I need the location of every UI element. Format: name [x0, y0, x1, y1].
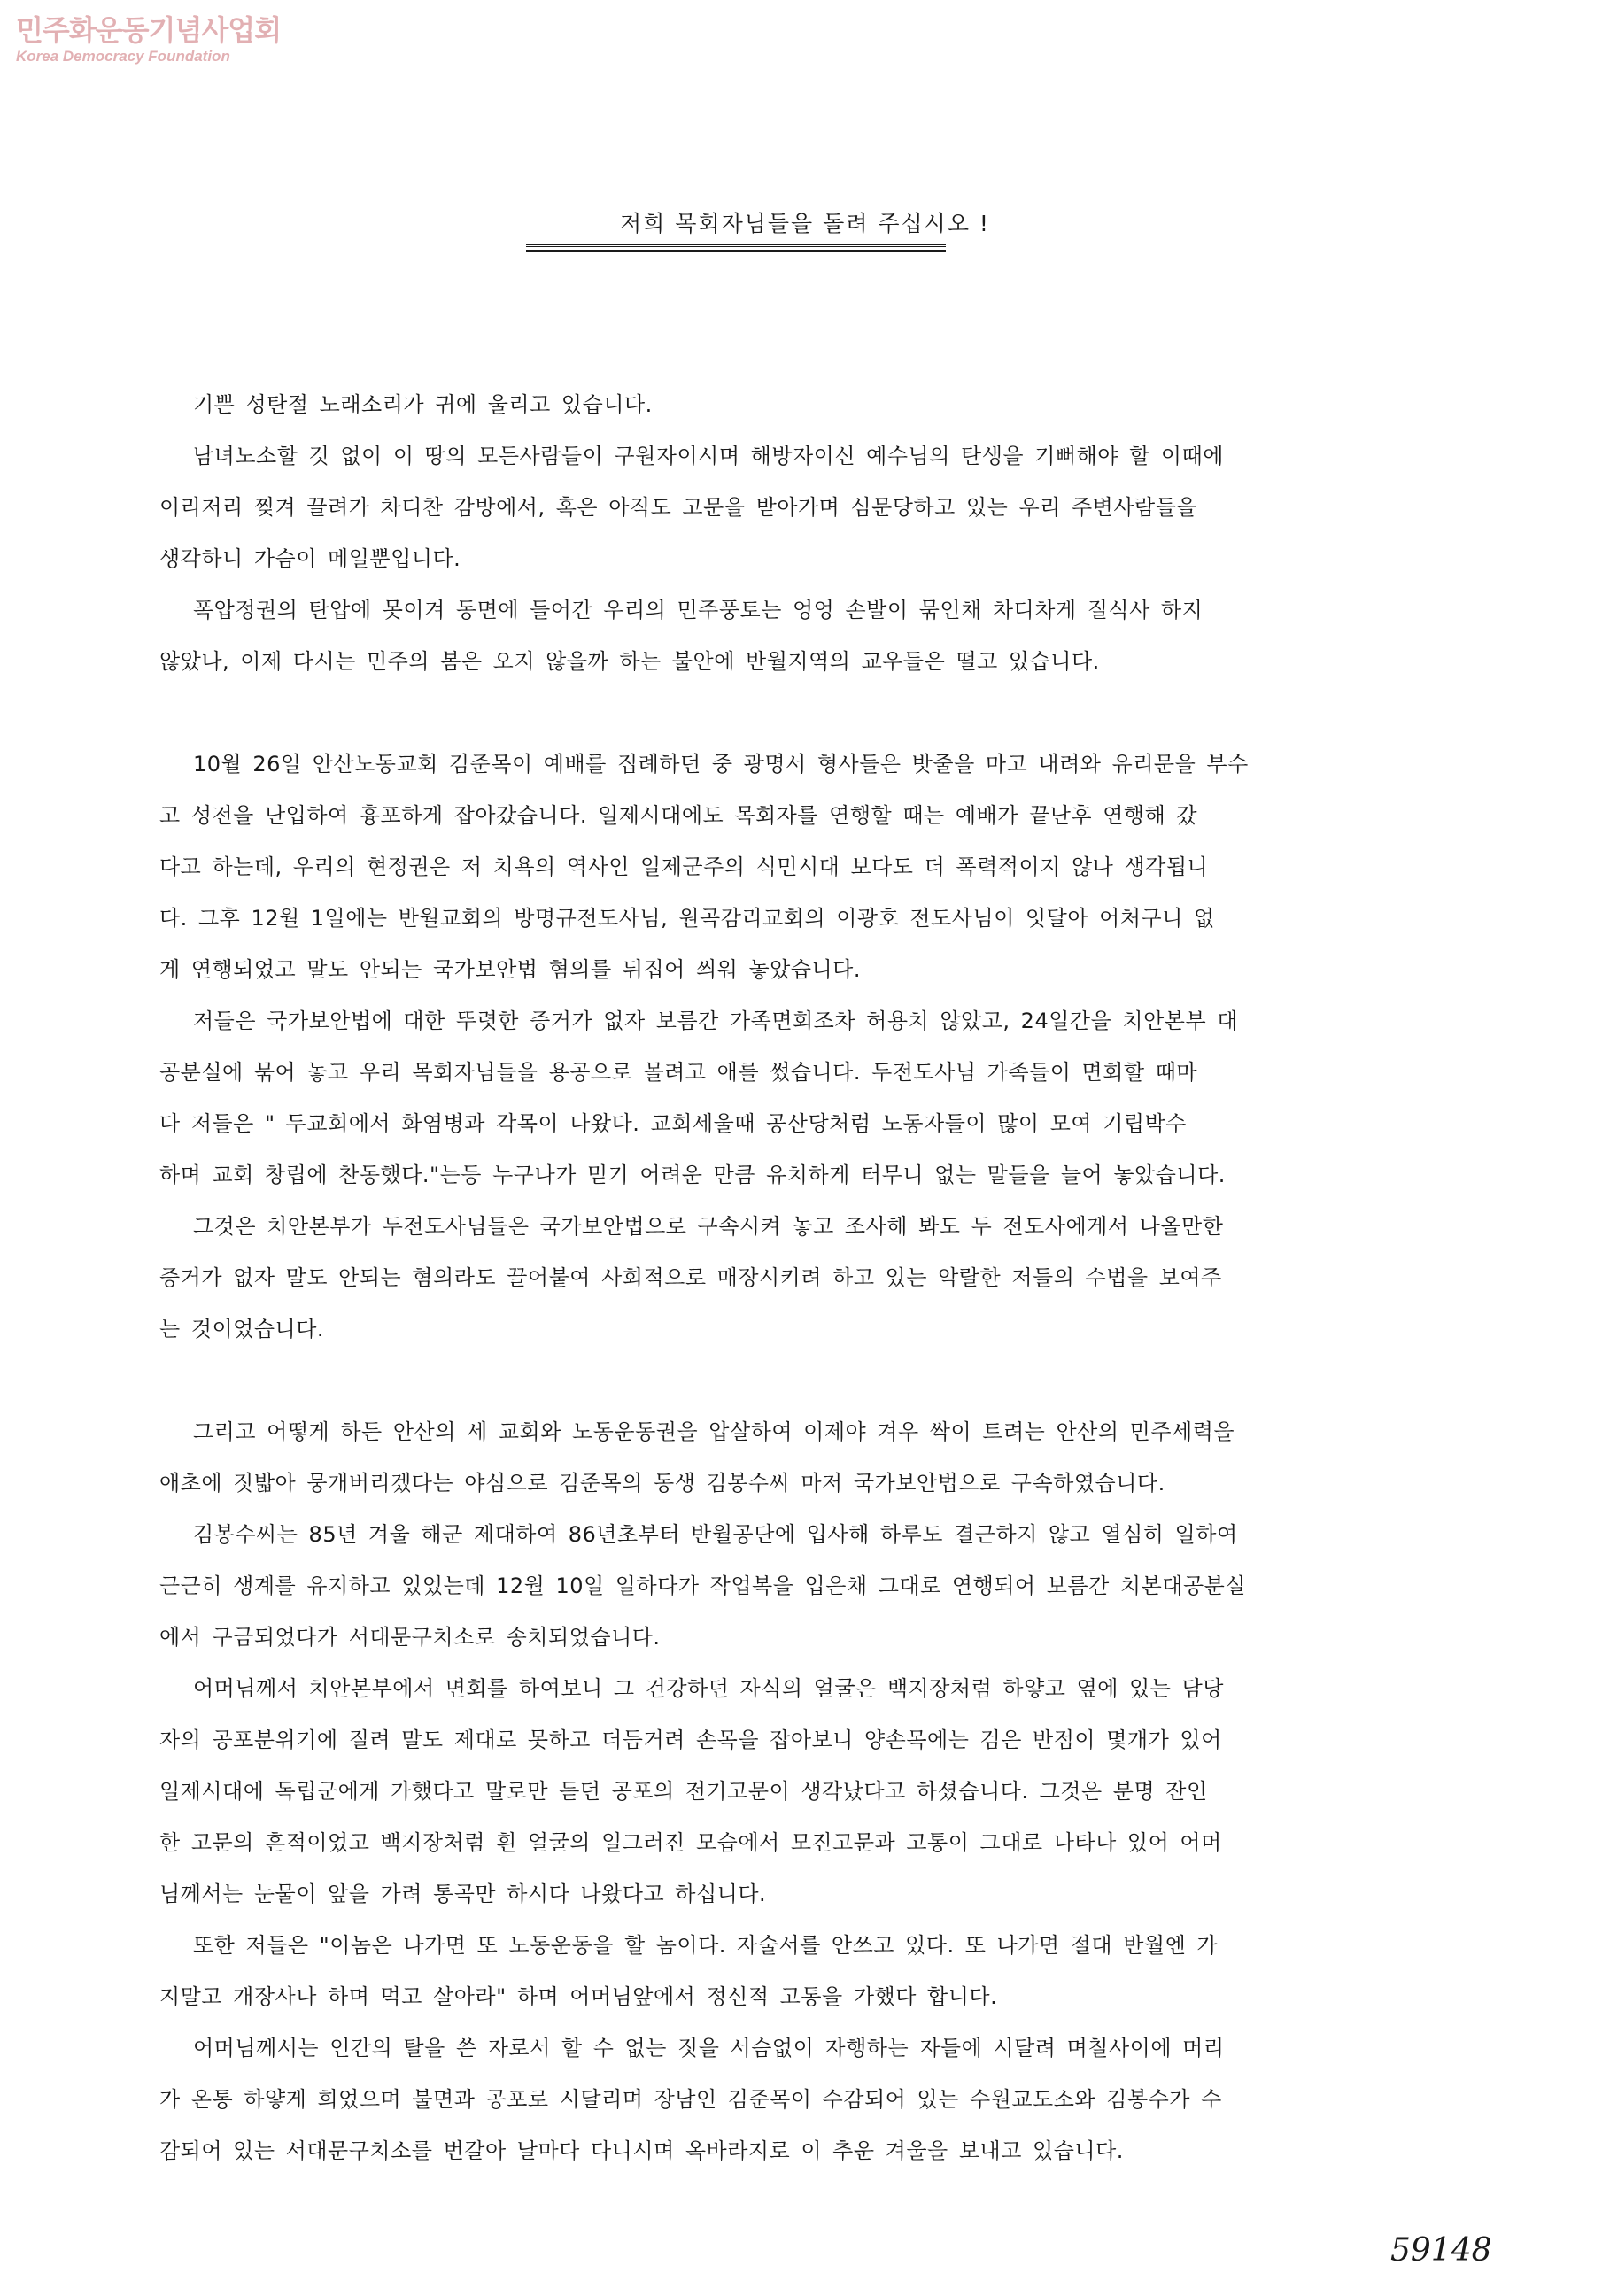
title-double-underline	[526, 244, 946, 252]
body-line: 그리고 어떻게 하든 안산의 세 교회와 노동운동권을 압살하여 이제야 겨우 싹이 트려는 안산의 민주세력을	[193, 1419, 1235, 1444]
body-line: 감되어 있는 서대문구치소를 번갈아 날마다 다니시며 옥바라지로 이 추운 겨울을 보내고 있습니다.	[159, 2138, 1124, 2163]
body-line: 는 것이었습니다.	[159, 1317, 325, 1341]
body-line: 근근히 생계를 유지하고 있었는데 12월 10일 일하다가 작업복을 입은채 그대로 연행되어 보름간 치본대공분실	[159, 1573, 1247, 1598]
org-name-english: Korea Democracy Foundation	[16, 48, 230, 65]
body-line: 가 온통 하얗게 희었으며 불면과 공포로 시달리며 장남인 김준목이 수감되어 있는 수원교도소와 김봉수가 수	[159, 2087, 1222, 2112]
body-line: 어머님께서는 인간의 탈을 쓴 자로서 할 수 없는 짓을 서슴없이 자행하는 자들에 시달려 며칠사이에 머리	[193, 2036, 1225, 2060]
document-body	[159, 379, 1435, 2176]
org-name-korean: 민주화운동기념사업회	[16, 13, 282, 47]
body-line: 게 연행되었고 말도 안되는 국가보안법 혐의를 뒤집어 씌워 놓았습니다.	[159, 957, 861, 982]
body-line: 그것은 치안본부가 두전도사님들은 국가보안법으로 구속시켜 놓고 조사해 봐도 두 전도사에게서 나올만한	[193, 1214, 1224, 1239]
body-line: 다고 하는데, 우리의 현정권은 저 치욕의 역사인 일제군주의 식민시대 보다도 더 폭력적이지 않나 생각됩니	[159, 854, 1209, 879]
body-line: 10월 26일 안산노동교회 김준목이 예배를 집례하던 중 광명서 형사들은 밧줄을 마고 내려와 유리문을 부수	[193, 752, 1249, 777]
paragraph-gap	[159, 1355, 1435, 1406]
body-line: 고 성전을 난입하여 흉포하게 잡아갔습니다. 일제시대에도 목회자를 연행할 때는 예배가 끝난후 연행해 갔	[159, 803, 1198, 828]
document-title: 저희 목회자님들을 돌려 주십시오 !	[620, 211, 990, 236]
page-number: 59148	[1390, 2232, 1492, 2269]
body-line: 김봉수씨는 85년 겨울 해군 제대하여 86년초부터 반월공단에 입사해 하루도 결근하지 않고 열심히 일하여	[193, 1522, 1238, 1547]
body-line: 기쁜 성탄절 노래소리가 귀에 울리고 있습니다.	[193, 392, 653, 417]
body-line: 하며 교회 창립에 찬동했다."는등 누구나가 믿기 어려운 만큼 유치하게 터무니 없는 말들을 늘어 놓았습니다.	[159, 1163, 1226, 1187]
body-line: 이리저리 찢겨 끌려가 차디찬 감방에서, 혹은 아직도 고문을 받아가며 심문당하고 있는 우리 주변사람들을	[159, 495, 1198, 520]
body-line: 애초에 짓밟아 뭉개버리겠다는 야심으로 김준목의 동생 김봉수씨 마저 국가보안법으로 구속하였습니다.	[159, 1471, 1165, 1496]
body-line: 에서 구금되었다가 서대문구치소로 송치되었습니다.	[159, 1625, 661, 1650]
body-line: 님께서는 눈물이 앞을 가려 통곡만 하시다 나왔다고 하십니다.	[159, 1882, 767, 1906]
body-line: 공분실에 묶어 놓고 우리 목회자님들을 용공으로 몰려고 애를 썼습니다. 두전도사님 가족들이 면회할 때마	[159, 1060, 1198, 1085]
body-line: 지말고 개장사나 하며 먹고 살아라" 하며 어머님앞에서 정신적 고통을 가했다 합니다.	[159, 1984, 998, 2009]
body-line: 생각하니 가슴이 메일뿐입니다.	[159, 546, 461, 571]
org-logo	[16, 12, 282, 66]
body-line: 폭압정권의 탄압에 못이겨 동면에 들어간 우리의 민주풍토는 엉엉 손발이 묶인채 차디차게 질식사 하지	[193, 598, 1204, 622]
paragraph-gap	[159, 687, 1435, 738]
body-line: 자의 공포분위기에 질려 말도 제대로 못하고 더듬거려 손목을 잡아보니 양손목에는 검은 반점이 몇개가 있어	[159, 1728, 1222, 1752]
body-line: 저들은 국가보안법에 대한 뚜렷한 증거가 없자 보름간 가족면회조차 허용치 않았고, 24일간을 치안본부 대	[193, 1009, 1238, 1033]
body-line: 다 저들은 " 두교회에서 화염병과 각목이 나왔다. 교회세울때 공산당처럼 노동자들이 많이 모여 기립박수	[159, 1111, 1187, 1136]
body-line: 남녀노소할 것 없이 이 땅의 모든사람들이 구원자이시며 해방자이신 예수님의 탄생을 기뻐해야 할 이때에	[193, 444, 1224, 468]
body-line: 다. 그후 12월 1일에는 반월교회의 방명규전도사님, 원곡감리교회의 이광호 전도사님이 잇달아 어처구니 없	[159, 906, 1215, 931]
body-line: 또한 저들은 "이놈은 나가면 또 노동운동을 할 놈이다. 자술서를 안쓰고 있다. 또 나가면 절대 반월엔 가	[193, 1933, 1219, 1958]
body-line: 어머님께서 치안본부에서 면회를 하여보니 그 건강하던 자식의 얼굴은 백지장처럼 하얗고 옆에 있는 담당	[193, 1676, 1224, 1701]
body-line: 않았나, 이제 다시는 민주의 봄은 오지 않을까 하는 불안에 반월지역의 교우들은 떨고 있습니다.	[159, 649, 1100, 674]
body-line: 증거가 없자 말도 안되는 혐의라도 끌어붙여 사회적으로 매장시키려 하고 있는 악랄한 저들의 수법을 보여주	[159, 1265, 1222, 1290]
body-line: 일제시대에 독립군에게 가했다고 말로만 듣던 공포의 전기고문이 생각났다고 하셨습니다. 그것은 분명 잔인	[159, 1779, 1208, 1804]
body-line: 한 고문의 흔적이었고 백지장처럼 흰 얼굴의 일그러진 모습에서 모진고문과 고통이 그대로 나타나 있어 어머	[159, 1830, 1222, 1855]
